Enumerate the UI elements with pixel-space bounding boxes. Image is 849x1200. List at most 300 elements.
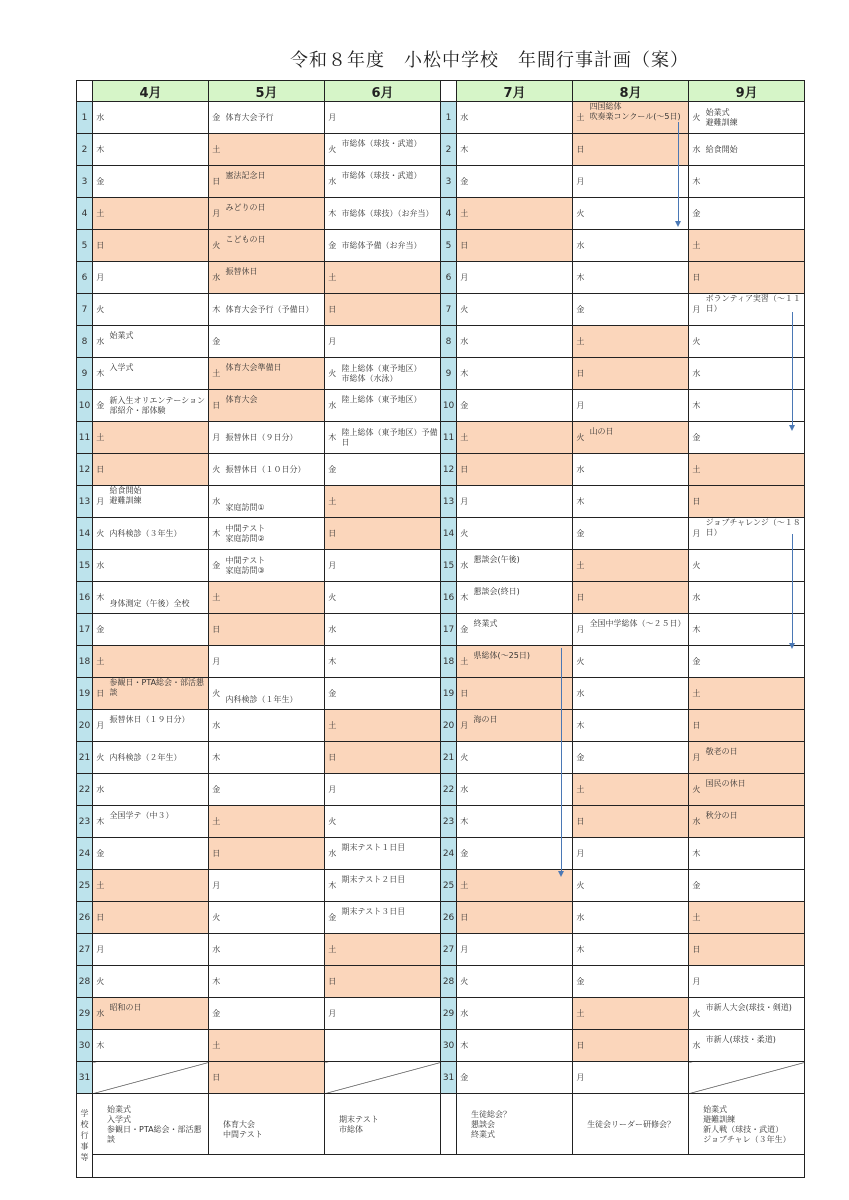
weekday: 水 bbox=[93, 550, 108, 582]
weekday: 金 bbox=[573, 518, 588, 550]
month-header: 4月 bbox=[93, 81, 209, 102]
day-number: 1 bbox=[77, 102, 93, 134]
weekday: 月 bbox=[209, 870, 224, 902]
day-number: 14 bbox=[77, 518, 93, 550]
day-row bbox=[77, 614, 805, 646]
weekday: 水 bbox=[93, 998, 108, 1030]
weekday: 土 bbox=[457, 422, 472, 454]
event-cell bbox=[340, 582, 441, 614]
event-cell bbox=[588, 614, 689, 646]
weekday: 月 bbox=[325, 774, 340, 806]
event-cell bbox=[108, 678, 209, 710]
event-text: 市総体予備（お弁当） bbox=[341, 240, 422, 250]
event-cell bbox=[588, 870, 689, 902]
weekday: 木 bbox=[689, 390, 704, 422]
weekday: 木 bbox=[93, 134, 108, 166]
summary-label: 学 校 行 事 等 bbox=[77, 1094, 93, 1178]
weekday: 金 bbox=[93, 390, 108, 422]
weekday: 月 bbox=[573, 838, 588, 870]
weekday: 日 bbox=[93, 902, 108, 934]
event-cell bbox=[588, 326, 689, 358]
event-cell bbox=[340, 166, 441, 198]
day-row bbox=[77, 262, 805, 294]
event-cell bbox=[704, 614, 805, 646]
event-cell bbox=[108, 230, 209, 262]
day-number: 26 bbox=[441, 902, 457, 934]
day-row bbox=[77, 550, 805, 582]
event-text: 給食開始 bbox=[705, 144, 738, 154]
weekday: 水 bbox=[689, 358, 704, 390]
day-number: 3 bbox=[77, 166, 93, 198]
weekday: 月 bbox=[93, 934, 108, 966]
month-header: 8月 bbox=[573, 81, 689, 102]
summary-cell: 始業式 避難訓練 新人戦（球技・武道） ジョブチャレ（３年生） bbox=[689, 1094, 805, 1155]
event-cell bbox=[704, 518, 805, 550]
event-text: 終業式 bbox=[473, 618, 498, 628]
jul-prefectural-arrow bbox=[561, 648, 562, 872]
weekday: 木 bbox=[689, 166, 704, 198]
event-cell bbox=[224, 486, 325, 518]
event-cell bbox=[588, 102, 689, 134]
event-cell bbox=[588, 166, 689, 198]
weekday: 金 bbox=[689, 870, 704, 902]
weekday: 土 bbox=[689, 678, 704, 710]
event-cell bbox=[704, 134, 805, 166]
weekday: 日 bbox=[457, 678, 472, 710]
weekday: 月 bbox=[689, 518, 704, 550]
day-number: 5 bbox=[441, 230, 457, 262]
event-text: 四国総体 吹奏楽コンクール(～5日) bbox=[589, 101, 681, 121]
weekday: 水 bbox=[457, 102, 472, 134]
day-row bbox=[77, 486, 805, 518]
event-cell bbox=[224, 838, 325, 870]
event-text: 内科検診（３年生） bbox=[109, 528, 182, 538]
event-text: 内科検診（２年生） bbox=[109, 752, 182, 762]
day-number: 8 bbox=[441, 326, 457, 358]
event-cell bbox=[224, 614, 325, 646]
day-row bbox=[77, 934, 805, 966]
day-row bbox=[77, 646, 805, 678]
weekday: 日 bbox=[209, 838, 224, 870]
event-cell bbox=[588, 1030, 689, 1062]
weekday: 月 bbox=[209, 646, 224, 678]
weekday: 日 bbox=[689, 710, 704, 742]
weekday: 木 bbox=[573, 262, 588, 294]
event-cell bbox=[704, 998, 805, 1030]
event-cell bbox=[472, 358, 573, 390]
weekday: 金 bbox=[457, 1062, 472, 1094]
event-cell bbox=[224, 1030, 325, 1062]
event-cell bbox=[588, 454, 689, 486]
weekday: 日 bbox=[573, 582, 588, 614]
weekday: 土 bbox=[573, 998, 588, 1030]
event-cell bbox=[224, 966, 325, 998]
event-cell bbox=[588, 966, 689, 998]
day-number: 26 bbox=[77, 902, 93, 934]
event-text: 入学式 bbox=[109, 362, 134, 372]
day-number: 23 bbox=[77, 806, 93, 838]
day-number: 11 bbox=[77, 422, 93, 454]
event-cell bbox=[704, 742, 805, 774]
event-cell bbox=[704, 902, 805, 934]
weekday: 火 bbox=[93, 518, 108, 550]
no-day-cell bbox=[325, 1062, 441, 1094]
event-cell bbox=[108, 166, 209, 198]
day-number: 9 bbox=[77, 358, 93, 390]
event-cell bbox=[340, 934, 441, 966]
weekday: 金 bbox=[325, 678, 340, 710]
weekday: 土 bbox=[573, 326, 588, 358]
event-text: 県総体(～25日) bbox=[473, 650, 530, 660]
weekday: 土 bbox=[93, 870, 108, 902]
weekday: 火 bbox=[209, 230, 224, 262]
month-header: 9月 bbox=[689, 81, 805, 102]
event-text: 始業式 避難訓練 bbox=[705, 107, 738, 127]
weekday: 火 bbox=[325, 358, 340, 390]
weekday: 木 bbox=[325, 422, 340, 454]
weekday: 日 bbox=[325, 294, 340, 326]
event-cell bbox=[588, 550, 689, 582]
weekday: 木 bbox=[93, 806, 108, 838]
weekday: 金 bbox=[93, 838, 108, 870]
event-cell bbox=[704, 390, 805, 422]
weekday: 月 bbox=[689, 742, 704, 774]
day-number: 13 bbox=[77, 486, 93, 518]
weekday: 日 bbox=[457, 230, 472, 262]
weekday: 土 bbox=[689, 902, 704, 934]
event-text: 期末テスト２日目 bbox=[341, 874, 406, 884]
weekday: 日 bbox=[93, 230, 108, 262]
event-cell bbox=[472, 806, 573, 838]
event-cell bbox=[588, 582, 689, 614]
event-cell bbox=[340, 422, 441, 454]
day-number: 22 bbox=[77, 774, 93, 806]
weekday: 月 bbox=[325, 998, 340, 1030]
weekday: 火 bbox=[209, 454, 224, 486]
weekday: 日 bbox=[573, 134, 588, 166]
weekday bbox=[325, 1030, 340, 1062]
event-cell bbox=[224, 870, 325, 902]
day-number: 24 bbox=[77, 838, 93, 870]
event-cell bbox=[224, 294, 325, 326]
event-cell bbox=[108, 390, 209, 422]
weekday: 土 bbox=[209, 134, 224, 166]
weekday: 水 bbox=[689, 582, 704, 614]
day-row bbox=[77, 774, 805, 806]
event-cell bbox=[704, 774, 805, 806]
event-cell bbox=[472, 390, 573, 422]
event-cell bbox=[224, 902, 325, 934]
event-cell bbox=[224, 1062, 325, 1094]
event-cell bbox=[224, 230, 325, 262]
event-cell bbox=[340, 614, 441, 646]
event-cell bbox=[340, 1030, 441, 1062]
event-cell bbox=[340, 998, 441, 1030]
event-text: 家庭訪問① bbox=[225, 502, 265, 512]
event-cell bbox=[340, 198, 441, 230]
weekday: 金 bbox=[689, 198, 704, 230]
event-cell bbox=[704, 710, 805, 742]
event-cell bbox=[588, 390, 689, 422]
event-cell bbox=[224, 774, 325, 806]
weekday: 木 bbox=[325, 870, 340, 902]
event-cell bbox=[340, 486, 441, 518]
event-cell bbox=[108, 550, 209, 582]
event-cell bbox=[704, 838, 805, 870]
weekday: 日 bbox=[573, 358, 588, 390]
weekday: 水 bbox=[573, 454, 588, 486]
no-day-cell bbox=[689, 1062, 805, 1094]
event-cell bbox=[704, 582, 805, 614]
event-cell bbox=[108, 614, 209, 646]
day-number: 19 bbox=[77, 678, 93, 710]
weekday: 金 bbox=[209, 550, 224, 582]
event-cell bbox=[472, 230, 573, 262]
event-text: 市新人(球技・柔道) bbox=[705, 1034, 776, 1044]
event-cell bbox=[472, 166, 573, 198]
weekday: 土 bbox=[573, 102, 588, 134]
summary-cell: 体育大会 中間テスト bbox=[209, 1094, 325, 1155]
event-cell bbox=[340, 454, 441, 486]
day-row bbox=[77, 902, 805, 934]
day-row bbox=[77, 230, 805, 262]
day-row bbox=[77, 742, 805, 774]
month-header: 7月 bbox=[457, 81, 573, 102]
day-number: 30 bbox=[77, 1030, 93, 1062]
weekday: 月 bbox=[573, 1062, 588, 1094]
day-row bbox=[77, 358, 805, 390]
event-cell bbox=[224, 998, 325, 1030]
weekday: 月 bbox=[689, 966, 704, 998]
event-cell bbox=[108, 358, 209, 390]
weekday: 火 bbox=[689, 102, 704, 134]
month-header-row bbox=[77, 81, 805, 102]
event-text: 陸上総体（東予地区） 市総体（水泳） bbox=[341, 363, 422, 383]
event-text: 全国学テ（中３） bbox=[109, 810, 174, 820]
event-cell bbox=[704, 486, 805, 518]
event-cell bbox=[588, 902, 689, 934]
event-text: 振替休日（９日分） bbox=[225, 432, 298, 442]
day-number: 7 bbox=[77, 294, 93, 326]
weekday: 火 bbox=[93, 742, 108, 774]
event-cell bbox=[108, 998, 209, 1030]
event-cell bbox=[224, 166, 325, 198]
weekday: 日 bbox=[325, 742, 340, 774]
weekday: 木 bbox=[689, 614, 704, 646]
day-number: 12 bbox=[77, 454, 93, 486]
event-cell bbox=[472, 518, 573, 550]
weekday: 土 bbox=[209, 806, 224, 838]
weekday: 土 bbox=[689, 230, 704, 262]
weekday: 日 bbox=[325, 518, 340, 550]
event-text: 憲法記念日 bbox=[225, 170, 266, 180]
event-cell bbox=[224, 326, 325, 358]
event-text: 体育大会予行 bbox=[225, 112, 274, 122]
day-row bbox=[77, 582, 805, 614]
day-number: 17 bbox=[77, 614, 93, 646]
day-number: 19 bbox=[441, 678, 457, 710]
day-number: 21 bbox=[77, 742, 93, 774]
event-cell bbox=[224, 678, 325, 710]
weekday: 金 bbox=[689, 646, 704, 678]
event-cell bbox=[340, 966, 441, 998]
event-cell bbox=[108, 454, 209, 486]
event-cell bbox=[588, 838, 689, 870]
event-cell bbox=[588, 518, 689, 550]
weekday: 火 bbox=[325, 806, 340, 838]
weekday: 土 bbox=[209, 1030, 224, 1062]
event-text: 懇談会(終日) bbox=[473, 586, 520, 596]
weekday: 土 bbox=[93, 422, 108, 454]
weekday: 水 bbox=[209, 262, 224, 294]
weekday: 木 bbox=[325, 646, 340, 678]
weekday: 水 bbox=[457, 550, 472, 582]
weekday: 木 bbox=[457, 806, 472, 838]
day-number: 15 bbox=[77, 550, 93, 582]
event-cell bbox=[588, 230, 689, 262]
event-cell bbox=[340, 806, 441, 838]
weekday: 金 bbox=[209, 998, 224, 1030]
event-cell bbox=[472, 1062, 573, 1094]
weekday: 日 bbox=[209, 1062, 224, 1094]
event-text: ジョブチャレンジ（～１８日） bbox=[705, 517, 801, 537]
event-text: 体育大会準備日 bbox=[225, 362, 282, 372]
event-cell bbox=[108, 934, 209, 966]
weekday: 日 bbox=[325, 966, 340, 998]
weekday: 水 bbox=[325, 838, 340, 870]
event-text: みどりの日 bbox=[225, 202, 266, 212]
weekday: 木 bbox=[457, 582, 472, 614]
event-text: 昭和の日 bbox=[109, 1002, 142, 1012]
day-number: 23 bbox=[441, 806, 457, 838]
event-cell bbox=[108, 806, 209, 838]
event-cell bbox=[340, 134, 441, 166]
weekday: 土 bbox=[325, 262, 340, 294]
weekday: 金 bbox=[325, 902, 340, 934]
weekday: 木 bbox=[93, 582, 108, 614]
weekday: 金 bbox=[573, 742, 588, 774]
weekday: 金 bbox=[209, 774, 224, 806]
event-cell bbox=[108, 742, 209, 774]
weekday: 火 bbox=[457, 294, 472, 326]
day-number: 2 bbox=[441, 134, 457, 166]
day-number: 10 bbox=[441, 390, 457, 422]
weekday: 木 bbox=[573, 710, 588, 742]
event-cell bbox=[472, 134, 573, 166]
day-number: 7 bbox=[441, 294, 457, 326]
event-cell bbox=[224, 710, 325, 742]
weekday: 火 bbox=[573, 870, 588, 902]
day-number: 31 bbox=[441, 1062, 457, 1094]
event-cell bbox=[472, 838, 573, 870]
event-cell bbox=[224, 422, 325, 454]
event-cell bbox=[704, 966, 805, 998]
day-number: 18 bbox=[441, 646, 457, 678]
event-text: 新入生オリエンテーション 部紹介・部体験 bbox=[109, 395, 206, 415]
event-text: 市総体（球技）（お弁当） bbox=[341, 208, 434, 218]
day-number: 3 bbox=[441, 166, 457, 198]
aug-range-arrow bbox=[678, 122, 679, 222]
weekday: 水 bbox=[93, 774, 108, 806]
day-row bbox=[77, 998, 805, 1030]
weekday: 金 bbox=[573, 966, 588, 998]
event-cell bbox=[472, 294, 573, 326]
weekday: 月 bbox=[325, 326, 340, 358]
day-number: 27 bbox=[77, 934, 93, 966]
event-cell bbox=[472, 678, 573, 710]
weekday: 火 bbox=[457, 518, 472, 550]
event-cell bbox=[472, 582, 573, 614]
summary-gap bbox=[441, 1094, 457, 1155]
event-text: 陸上総体（東予地区） bbox=[341, 394, 422, 404]
day-number: 20 bbox=[441, 710, 457, 742]
weekday: 火 bbox=[457, 966, 472, 998]
month-header: 6月 bbox=[325, 81, 441, 102]
event-text: 給食開始 避難訓練 bbox=[109, 485, 142, 505]
day-number: 28 bbox=[441, 966, 457, 998]
event-text: 陸上総体（東予地区）予備日 bbox=[341, 427, 438, 447]
day-number: 8 bbox=[77, 326, 93, 358]
day-number: 24 bbox=[441, 838, 457, 870]
event-cell bbox=[108, 870, 209, 902]
summary-cell: 期末テスト 市総体 bbox=[325, 1094, 441, 1155]
day-row bbox=[77, 390, 805, 422]
event-cell bbox=[340, 646, 441, 678]
event-cell bbox=[108, 262, 209, 294]
event-cell bbox=[704, 678, 805, 710]
event-cell bbox=[588, 198, 689, 230]
event-cell bbox=[704, 198, 805, 230]
day-row bbox=[77, 838, 805, 870]
day-number: 14 bbox=[441, 518, 457, 550]
weekday: 水 bbox=[573, 678, 588, 710]
day-number: 27 bbox=[441, 934, 457, 966]
weekday: 土 bbox=[209, 358, 224, 390]
event-text: 始業式 bbox=[109, 330, 134, 340]
event-cell bbox=[472, 102, 573, 134]
event-cell bbox=[588, 486, 689, 518]
event-cell bbox=[340, 262, 441, 294]
weekday: 木 bbox=[573, 486, 588, 518]
event-text: 体育大会 bbox=[225, 394, 258, 404]
event-cell bbox=[224, 550, 325, 582]
weekday: 金 bbox=[457, 390, 472, 422]
event-cell bbox=[472, 454, 573, 486]
weekday: 水 bbox=[457, 998, 472, 1030]
event-cell bbox=[472, 646, 573, 678]
event-cell bbox=[224, 582, 325, 614]
weekday: 木 bbox=[209, 966, 224, 998]
event-cell bbox=[704, 1030, 805, 1062]
event-cell bbox=[340, 518, 441, 550]
day-number: 4 bbox=[441, 198, 457, 230]
weekday: 火 bbox=[573, 646, 588, 678]
weekday: 土 bbox=[573, 774, 588, 806]
event-cell bbox=[224, 390, 325, 422]
day-number: 16 bbox=[441, 582, 457, 614]
weekday: 月 bbox=[325, 550, 340, 582]
day-number: 30 bbox=[441, 1030, 457, 1062]
day-row bbox=[77, 518, 805, 550]
event-cell bbox=[224, 262, 325, 294]
event-cell bbox=[588, 358, 689, 390]
event-text: 敬老の日 bbox=[705, 746, 738, 756]
no-day-cell bbox=[93, 1062, 209, 1094]
event-cell bbox=[108, 966, 209, 998]
event-text: ボランティア実習（～１１日） bbox=[705, 293, 801, 313]
event-cell bbox=[340, 390, 441, 422]
event-cell bbox=[108, 422, 209, 454]
